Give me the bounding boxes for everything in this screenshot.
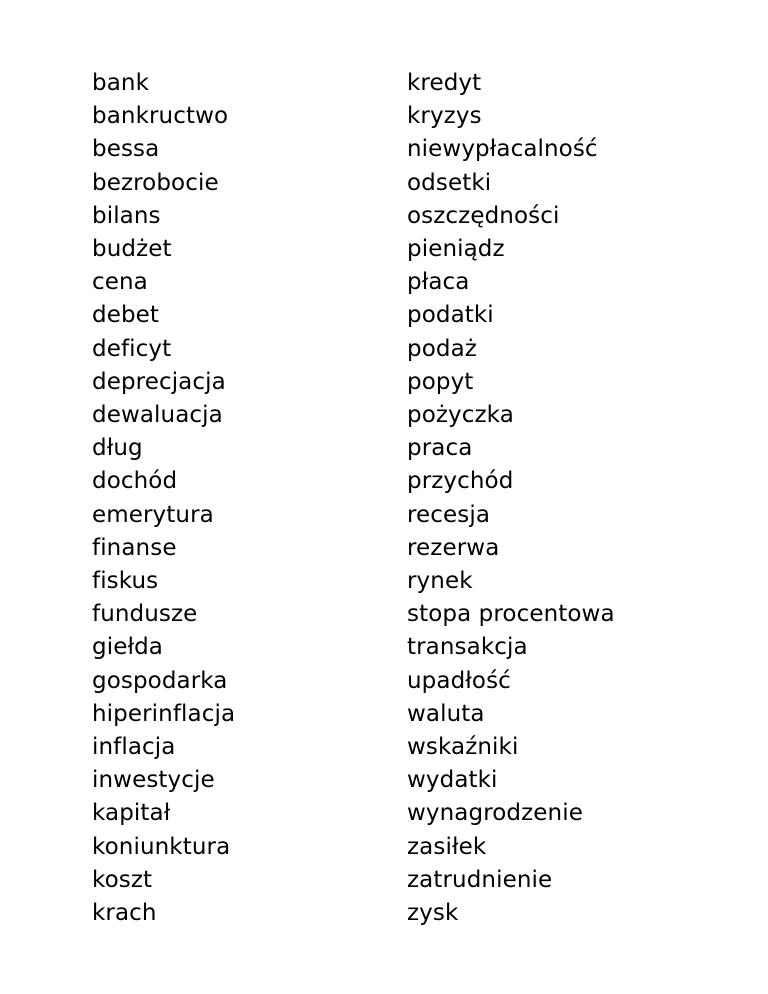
word-item: bank <box>92 70 149 96</box>
word-item: podatki <box>407 302 494 329</box>
word-item: bezrobocie <box>92 169 219 196</box>
word-item: wydatki <box>407 767 498 794</box>
word-item: fiskus <box>92 568 159 595</box>
word-item: niewypłacalność <box>407 136 598 163</box>
word-item: giełda <box>92 634 163 661</box>
word-item: krach <box>92 900 157 927</box>
word-item: transakcja <box>407 634 528 661</box>
word-item: pożyczka <box>407 402 514 429</box>
word-item: koniunktura <box>92 833 231 860</box>
word-item: wynagrodzenie <box>407 800 583 827</box>
word-item: dług <box>92 435 143 462</box>
word-item: przychód <box>407 468 514 495</box>
word-item: bankructwo <box>92 103 229 130</box>
word-item: finanse <box>92 534 177 561</box>
word-item: stopa procentowa <box>407 601 615 628</box>
word-item: płaca <box>407 269 470 296</box>
word-item: dochód <box>92 468 178 495</box>
word-item: kryzys <box>407 103 482 130</box>
word-item: inflacja <box>92 734 176 761</box>
word-item: upadłość <box>407 667 511 694</box>
word-item: rynek <box>407 568 473 595</box>
word-item: kapitał <box>92 800 171 827</box>
right-word-column <box>407 67 615 930</box>
word-item: koszt <box>92 866 153 893</box>
word-item: rezerwa <box>407 534 500 561</box>
word-item: wskaźniki <box>407 734 519 761</box>
word-item: gospodarka <box>92 667 228 694</box>
word-item: debet <box>92 302 160 329</box>
word-item: popyt <box>407 368 474 395</box>
word-item: deficyt <box>92 335 172 362</box>
word-item: inwestycje <box>92 767 215 794</box>
word-item: bessa <box>92 136 160 163</box>
word-item: emerytura <box>92 501 214 528</box>
word-item: odsetki <box>407 169 492 196</box>
word-item: zysk <box>407 900 459 927</box>
word-item: recesja <box>407 501 491 528</box>
word-item: deprecjacja <box>92 368 226 395</box>
word-item: cena <box>92 269 148 296</box>
word-item: bilans <box>92 202 161 229</box>
word-item: zasiłek <box>407 833 487 860</box>
word-item: oszczędności <box>407 202 560 229</box>
word-item: waluta <box>407 700 485 727</box>
word-item: podaż <box>407 335 477 362</box>
word-item: dewaluacja <box>92 402 223 429</box>
word-item: hiperinflacja <box>92 700 236 727</box>
word-item: praca <box>407 435 473 462</box>
word-item: pieniądz <box>407 236 505 263</box>
word-item: kredyt <box>407 70 482 96</box>
word-item: fundusze <box>92 601 198 628</box>
word-item: budżet <box>92 236 172 263</box>
left-word-column <box>92 67 235 930</box>
word-item: zatrudnienie <box>407 866 553 893</box>
